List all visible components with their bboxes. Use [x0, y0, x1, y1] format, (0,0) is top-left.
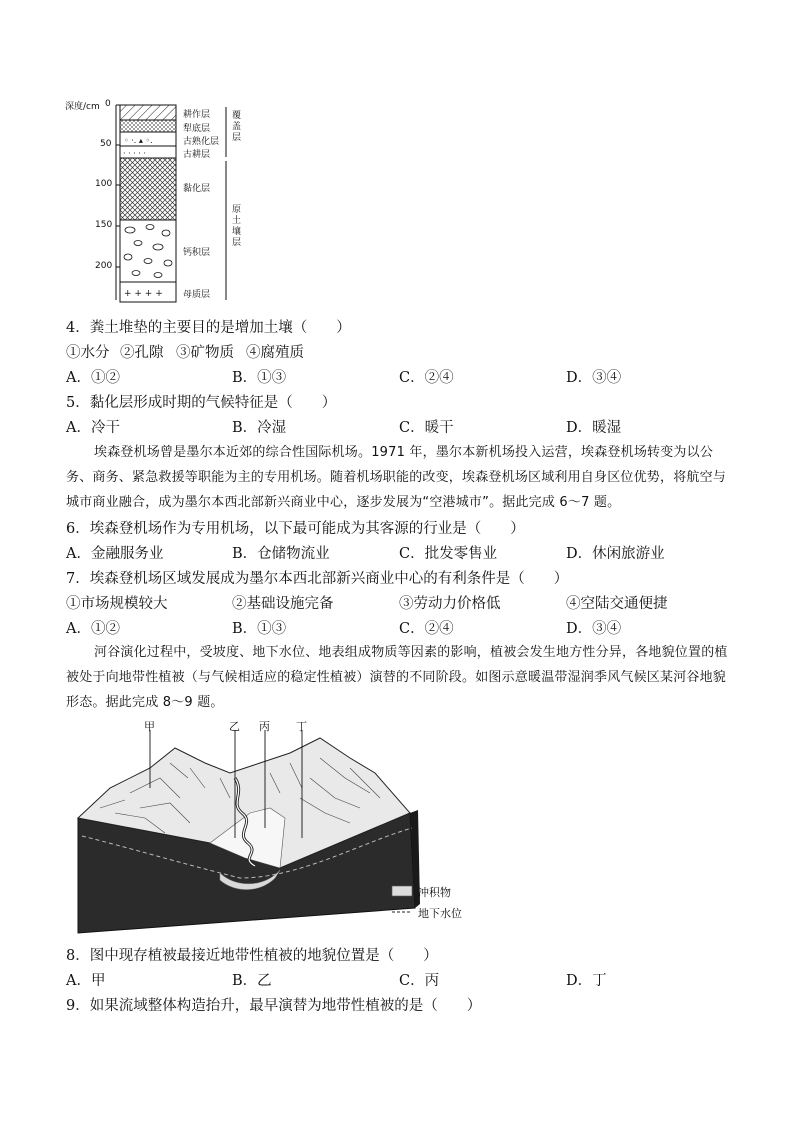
- q5-option-d[interactable]: D．暖湿: [566, 420, 622, 436]
- layer-label: 耕作层: [183, 110, 211, 120]
- q8-option-d[interactable]: D．丁: [566, 973, 607, 989]
- layer-label: 钙积层: [183, 248, 211, 258]
- group-label-cover: 覆盖层: [232, 111, 242, 143]
- group-label-original: 原土壤层: [232, 205, 242, 248]
- label-yi: 乙: [229, 720, 240, 733]
- tick-200: 200: [95, 261, 113, 271]
- q6-option-b[interactable]: B．仓储物流业: [232, 546, 330, 562]
- tick-150: 150: [95, 220, 113, 230]
- depth-axis-label: 深度/cm: [65, 102, 100, 112]
- q7-item: ④空陆交通便捷: [566, 596, 668, 612]
- q6-option-c[interactable]: C．批发零售业: [399, 546, 498, 562]
- valley-landform-figure: [70, 718, 470, 940]
- layer-label: 古耕层: [183, 150, 211, 160]
- label-jia: 甲: [144, 720, 155, 733]
- svg-text:◦ ·. ▴ ◦.: ◦ ·. ▴ ◦.: [124, 136, 153, 145]
- legend-alluvium-label: 冲积物: [418, 886, 451, 899]
- passage-airport: 埃森登机场曾是墨尔本近郊的综合性国际机场。1971 年，墨尔本新机场投入运营，埃森登机场转变为以公务、商务、紧急救援等职能为主的专用机场。随着机场职能的改变，埃森登机场区域利用自身区位优势，将航空与城市商业融合，成为墨尔本西北部新兴商业中心，逐步发展为“空港城市”。据此完成 6～7 题。: [66, 445, 727, 510]
- label-bing: 丙: [259, 720, 270, 733]
- q7-option-a[interactable]: A．①②: [66, 621, 120, 637]
- q4-item: ①水分: [66, 345, 110, 361]
- q7-option-d[interactable]: D．③④: [566, 621, 622, 637]
- question-9-stem: 9．如果流域整体构造抬升，最早演替为地带性植被的是（ ）: [66, 998, 482, 1014]
- q4-option-b[interactable]: B．①③: [232, 370, 287, 386]
- question-6-stem: 6．埃森登机场作为专用机场，以下最可能成为其客源的行业是（ ）: [66, 521, 525, 537]
- svg-text:· · · · ·: · · · · ·: [123, 149, 146, 158]
- question-5-stem: 5．黏化层形成时期的气候特征是（ ）: [66, 395, 337, 411]
- q6-option-d[interactable]: D．休闲旅游业: [566, 546, 665, 562]
- question-4-stem: 4．粪土堆垫的主要目的是增加土壤（ ）: [66, 320, 351, 336]
- q4-item: ④腐殖质: [246, 345, 304, 361]
- tick-0: 0: [105, 99, 111, 109]
- q6-option-a[interactable]: A．金融服务业: [66, 546, 164, 562]
- q4-option-c[interactable]: C．②④: [399, 370, 454, 386]
- q7-item: ①市场规模较大: [66, 596, 168, 612]
- q8-option-a[interactable]: A．甲: [66, 973, 106, 989]
- layer-label: 犁底层: [183, 124, 211, 134]
- tick-50: 50: [100, 139, 112, 149]
- q7-item: ③劳动力价格低: [399, 596, 501, 612]
- q5-option-b[interactable]: B．冷湿: [232, 420, 287, 436]
- q7-item: ②基础设施完备: [232, 596, 334, 612]
- question-7-stem: 7．埃森登机场区域发展成为墨尔本西北部新兴商业中心的有利条件是（ ）: [66, 571, 569, 587]
- question-8-stem: 8．图中现存植被最接近地带性植被的地貌位置是（ ）: [66, 948, 438, 964]
- q4-item: ②孔隙: [120, 345, 164, 361]
- passage-valley: 河谷演化过程中，受坡度、地下水位、地表组成物质等因素的影响，植被会发生地方性分异，各地貌位置的植被处于向地带性植被（与气候相适应的稳定性植被）演替的不同阶段。如图示意暖温带湿润季风气候区某河谷地貌形态。据此完成 8～9 题。: [66, 645, 728, 710]
- svg-text:+ + + +: + + + +: [124, 289, 163, 299]
- q4-option-a[interactable]: A．①②: [66, 370, 120, 386]
- valley-block-diagram: [70, 718, 470, 940]
- q5-option-c[interactable]: C．暖干: [399, 420, 454, 436]
- soil-profile-diagram: [60, 95, 260, 310]
- q8-option-b[interactable]: B．乙: [232, 973, 272, 989]
- q4-option-d[interactable]: D．③④: [566, 370, 622, 386]
- layer-label: 母质层: [183, 290, 211, 300]
- soil-profile-figure: [60, 95, 260, 310]
- q8-option-c[interactable]: C．丙: [399, 973, 440, 989]
- label-ding: 丁: [296, 720, 307, 733]
- layer-label: 古熟化层: [183, 137, 220, 147]
- q4-item: ③矿物质: [176, 345, 234, 361]
- layer-label: 黏化层: [183, 184, 211, 194]
- legend-groundwater-label: 地下水位: [418, 907, 462, 920]
- q7-option-b[interactable]: B．①③: [232, 621, 287, 637]
- q5-option-a[interactable]: A．冷干: [66, 420, 120, 436]
- q7-option-c[interactable]: C．②④: [399, 621, 454, 637]
- tick-100: 100: [95, 179, 113, 189]
